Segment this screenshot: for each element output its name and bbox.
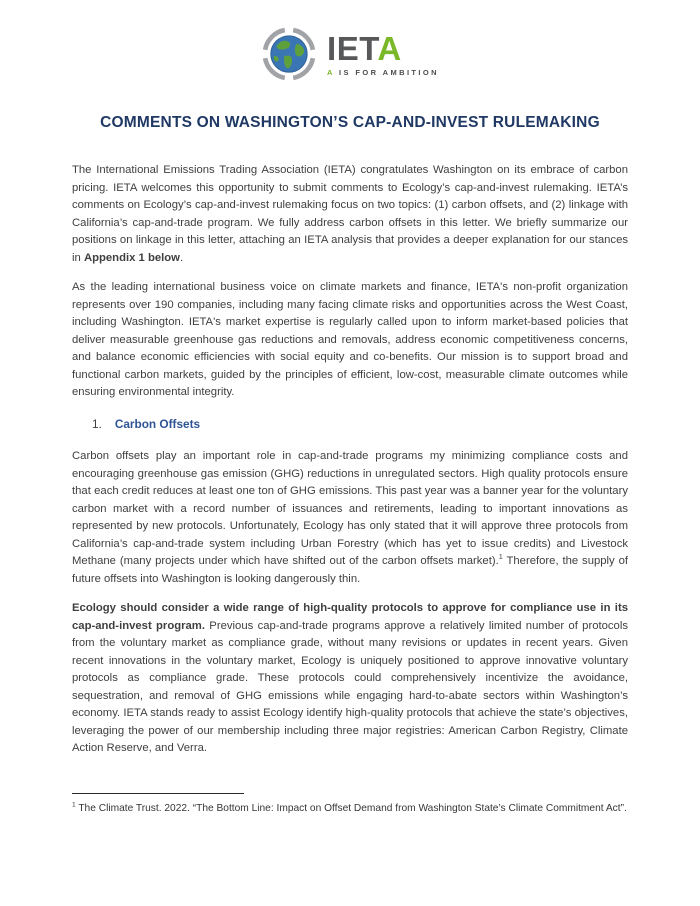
paragraph-offsets-role: Carbon offsets play an important role in cap-and-trade programs my minimizing compliance costs and encouraging greenhouse gas emission (GHG) reductions in unregulated sectors. High quality protocols ensure that each credit reduces at least one ton of GHG emissions. This past year was a banner year for the voluntary carbon market with a record number of issuances and retirements, leading to important innovations as represented by new protocols. Unfortunately, Ecology has only stated that it will approve three protocols from California’s cap-and-trade system including Urban Forestry (which has yet to issue credits) and Livestock Methane (many projects under which have shifted out of the carbon offsets market).$^1$ Therefore, the supply of future offsets into Washington is looking dangerously thin.	[72, 450, 628, 585]
section-heading-carbon-offsets	[72, 416, 628, 433]
paragraph-about-ieta: As the leading international business voice on climate markets and finance, IETA's non-profit organization represents over 190 companies, including many facing climate risks and opportunities across the West Coast, including Washington. IETA's market expertise is regularly called upon to inform market-based policies that deliver measurable greenhouse gas reductions and removals, address economic competitiveness concerns, and balance economic efficiencies with social equity and co-benefits. Our mission is to support broad and functional carbon markets, guided by the principles of efficient, low-cost, measurable climate outcomes while ensuring environmental integrity.	[72, 281, 628, 398]
brand-tagline: A IS FOR AMBITION	[327, 67, 439, 77]
section-number: 1.	[92, 416, 102, 431]
footnote-area	[72, 793, 628, 817]
globe-icon	[261, 26, 317, 82]
paragraph-recommendation: Ecology should consider a wide range of high-quality protocols to approve for compliance use in its cap-and-invest program. Previous cap-and-trade programs approve a relatively limited number of protocols from the voluntary market as compliance grade, without many revisions or updates in recent years. Given recent innovations in the voluntary market, Ecology is uniquely positioned to approve innovative voluntary protocols as compliance grade. These protocols could comprehensively incentivize the avoidance, sequestration, and removal of GHG emissions while engaging hard-to-abate sectors within Washington’s economy. IETA stands ready to assist Ecology identify high-quality protocols that achieve the state’s objectives, leveraging the power of our membership including three major registries: American Carbon Registry, Climate Action Reserve, and Verra.	[72, 602, 628, 755]
document-title: COMMENTS ON WASHINGTON’S CAP-AND-INVEST RULEMAKING	[100, 114, 600, 131]
ieta-logo	[72, 24, 628, 84]
brand-name: IETA	[327, 29, 402, 67]
section-label: Carbon Offsets	[114, 416, 201, 431]
paragraph-intro: The International Emissions Trading Association (IETA) congratulates Washington on its embrace of carbon pricing. IETA welcomes this opportunity to submit comments to Ecology’s cap-and-invest rulemaking. IETA’s comments on Ecology’s cap-and-invest rulemaking focus on two topics: (1) carbon offsets, and (2) linkage with California’s cap-and-trade program. We fully address carbon offsets in this letter. We briefly summarize our positions on linkage in this letter, attaching an IETA analysis that provides a deeper explanation for our stances in Appendix 1 below.	[72, 164, 628, 264]
footnote-marker: 1	[72, 801, 76, 809]
footnote-text: $^1$ The Climate Trust. 2022. “The Bottom Line: Impact on Offset Demand from Washington State’s Climate Commitment Act”.	[72, 801, 627, 814]
logo-text	[327, 29, 439, 77]
footnote-separator	[72, 793, 244, 794]
